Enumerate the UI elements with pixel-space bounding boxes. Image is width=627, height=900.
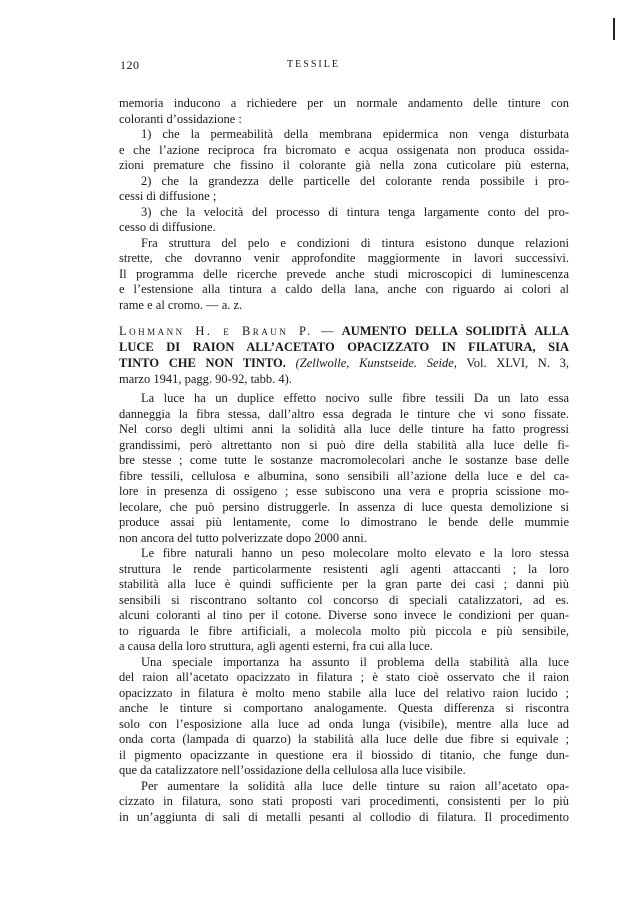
heading-line — [119, 323, 569, 339]
text-line: cizzato in filatura, sono stati proposti vari procedimenti, consistenti per lo più — [119, 794, 569, 808]
text-line: lecolare, che può persino distruggerle. In assenza di luce questa demolizione si — [119, 499, 569, 514]
text-line: cesso di diffusione. — [119, 220, 216, 234]
running-title: TESSILE — [287, 59, 340, 70]
text-line: del raion all’acetato opacizzato in filatura ; è stato cioè osservato che il raion — [119, 670, 569, 684]
text-line: sensibili si riscontrano soltanto col concorso di speciali catalizzatori, ad es. — [119, 592, 569, 607]
text-line: rame e al cromo. — a. z. — [119, 297, 243, 312]
text-line: strette, che dovranno venir approfondite maggiormente in lavori successivi. — [119, 251, 569, 265]
text-line: Una speciale importanza ha assunto il problema della stabilità alla luce — [141, 654, 569, 669]
text-line: a causa della loro struttura, agli agenti esterni, fra cui alla luce. — [119, 639, 433, 653]
text-line: La luce ha un duplice effetto nocivo sulle fibre tessili Da un lato essa — [141, 391, 569, 405]
journal-volume: Vol. XLVI, N. 3, — [466, 356, 569, 370]
text-line: coloranti d’ossidazione : — [119, 111, 242, 126]
text-line: alcuni coloranti al tino per il cotone. Diverse sono invece le condizioni per quan- — [119, 608, 569, 622]
text-line: in un’aggiunta di sali di metalli pesanti al collodio di filatura. Il procedimento — [119, 809, 569, 824]
citation-details: marzo 1941, pagg. 90-92, tabb. 4). — [119, 372, 292, 386]
text-line: memoria inducono a richiedere per un normale andamento delle tinture con — [119, 96, 569, 110]
text-line: Nel corso degli ultimi anni la solidità alla luce delle tinture ha fatto progressi — [119, 422, 569, 436]
text-line: bre stesse ; come tutte le sostanze macromolecolari anche le sostanze base delle — [119, 453, 569, 467]
text-line: danneggia la fibra stessa, dall’altro essa degrada le tinture che vi sono fissate. — [119, 406, 569, 421]
margin-rule — [613, 18, 615, 40]
list-item: 1) che la permeabilità della membrana epidermica non venga disturbata — [141, 127, 569, 141]
text-line: grandissimi, però altrettanto non si può dire della stabilità alla luce delle fi- — [119, 437, 569, 452]
text-line: il pigmento opacizzante in questione era il biossido di titanio, che funge dun- — [119, 747, 569, 762]
text-line: onda corta (lampada di quarzo) la stabilità alla luce delle due fibre si equivale ; — [119, 732, 569, 746]
article-heading — [119, 323, 569, 387]
list-item: 2) che la grandezza delle particelle del colorante renda possibile i pro- — [141, 173, 569, 188]
list-item: 3) che la velocità del processo di tintura tenga largamente conto del pro- — [141, 204, 569, 219]
text-line: fibre tessili, cellulosa e albumina, sono sensibili all’azione della luce e del ca- — [119, 468, 569, 483]
text-line: to riguarda le fibre artificiali, a molecola molto più piccola e più sensibile, — [119, 623, 569, 638]
page-number: 120 — [120, 58, 140, 72]
heading-dash: — — [312, 324, 342, 338]
text-line: Per aumentare la solidità alla luce delle tinture su raion all’acetato opa- — [141, 778, 569, 793]
journal-citation: (Zellwolle, Kunstseide. Seide, — [295, 356, 457, 370]
text-line: Le fibre naturali hanno un peso molecolare molto elevato e la loro stessa — [141, 546, 569, 560]
text-line: solo con l’esposizione alla luce ad onda lunga (visibile), mentre alla luce ad — [119, 716, 569, 731]
article-body — [119, 391, 569, 825]
text-line: lore in presenza di ossigeno ; esse subiscono una vera e propria scissione mo- — [119, 484, 569, 498]
text-line: stabilità alla luce è quindi sufficiente per la gran parte dei casi ; danni più — [119, 577, 569, 591]
text-line: anche le tinture si comportano analogamente. Questa differenza si riscontra — [119, 701, 569, 715]
text-line: struttura le rende particolarmente resistenti agli agenti attaccanti ; la loro — [119, 561, 569, 576]
article-authors: Lohmann H. e Braun P. — [119, 324, 313, 338]
article-title-part: AUMENTO DELLA SOLIDITÀ ALLA — [341, 324, 569, 338]
page-header — [0, 58, 627, 74]
text-line: Fra struttura del pelo e condizioni di tintura esistono dunque relazioni — [141, 235, 569, 250]
heading-line — [119, 355, 569, 371]
article-title-part: TINTO CHE NON TINTO. — [119, 356, 286, 370]
text-line: cessi di diffusione ; — [119, 189, 217, 203]
text-line: produce assai più lentamente, come lo dimostrano le bende delle mummie — [119, 515, 569, 529]
text-line: que da catalizzatore nell’ossidazione della cellulosa alla luce visibile. — [119, 763, 466, 777]
text-line: opacizzato in filatura è molto meno stabile alla luce del relativo raion lucido ; — [119, 685, 569, 700]
article-title-part: LUCE DI RAION ALL’ACETATO OPACIZZATO IN FILATURA, SIA — [119, 340, 569, 354]
text-line: zioni premature che fissino il colorante già nella zona cuticolare più esterna, — [119, 158, 569, 172]
previous-article-conclusion — [119, 96, 569, 313]
text-line: e che l’azione reciproca fra bicromato e acqua ossigenata non produca ossida- — [119, 142, 569, 157]
text-line: non ancora del tutto polverizzate dopo 2000 anni. — [119, 530, 367, 545]
text-line: e l’estensione alla tintura a caldo della lana, anche con riguardo ai colori al — [119, 282, 569, 296]
text-line: Il programma delle ricerche prevede anche studi microscopici di luminescenza — [119, 266, 569, 281]
